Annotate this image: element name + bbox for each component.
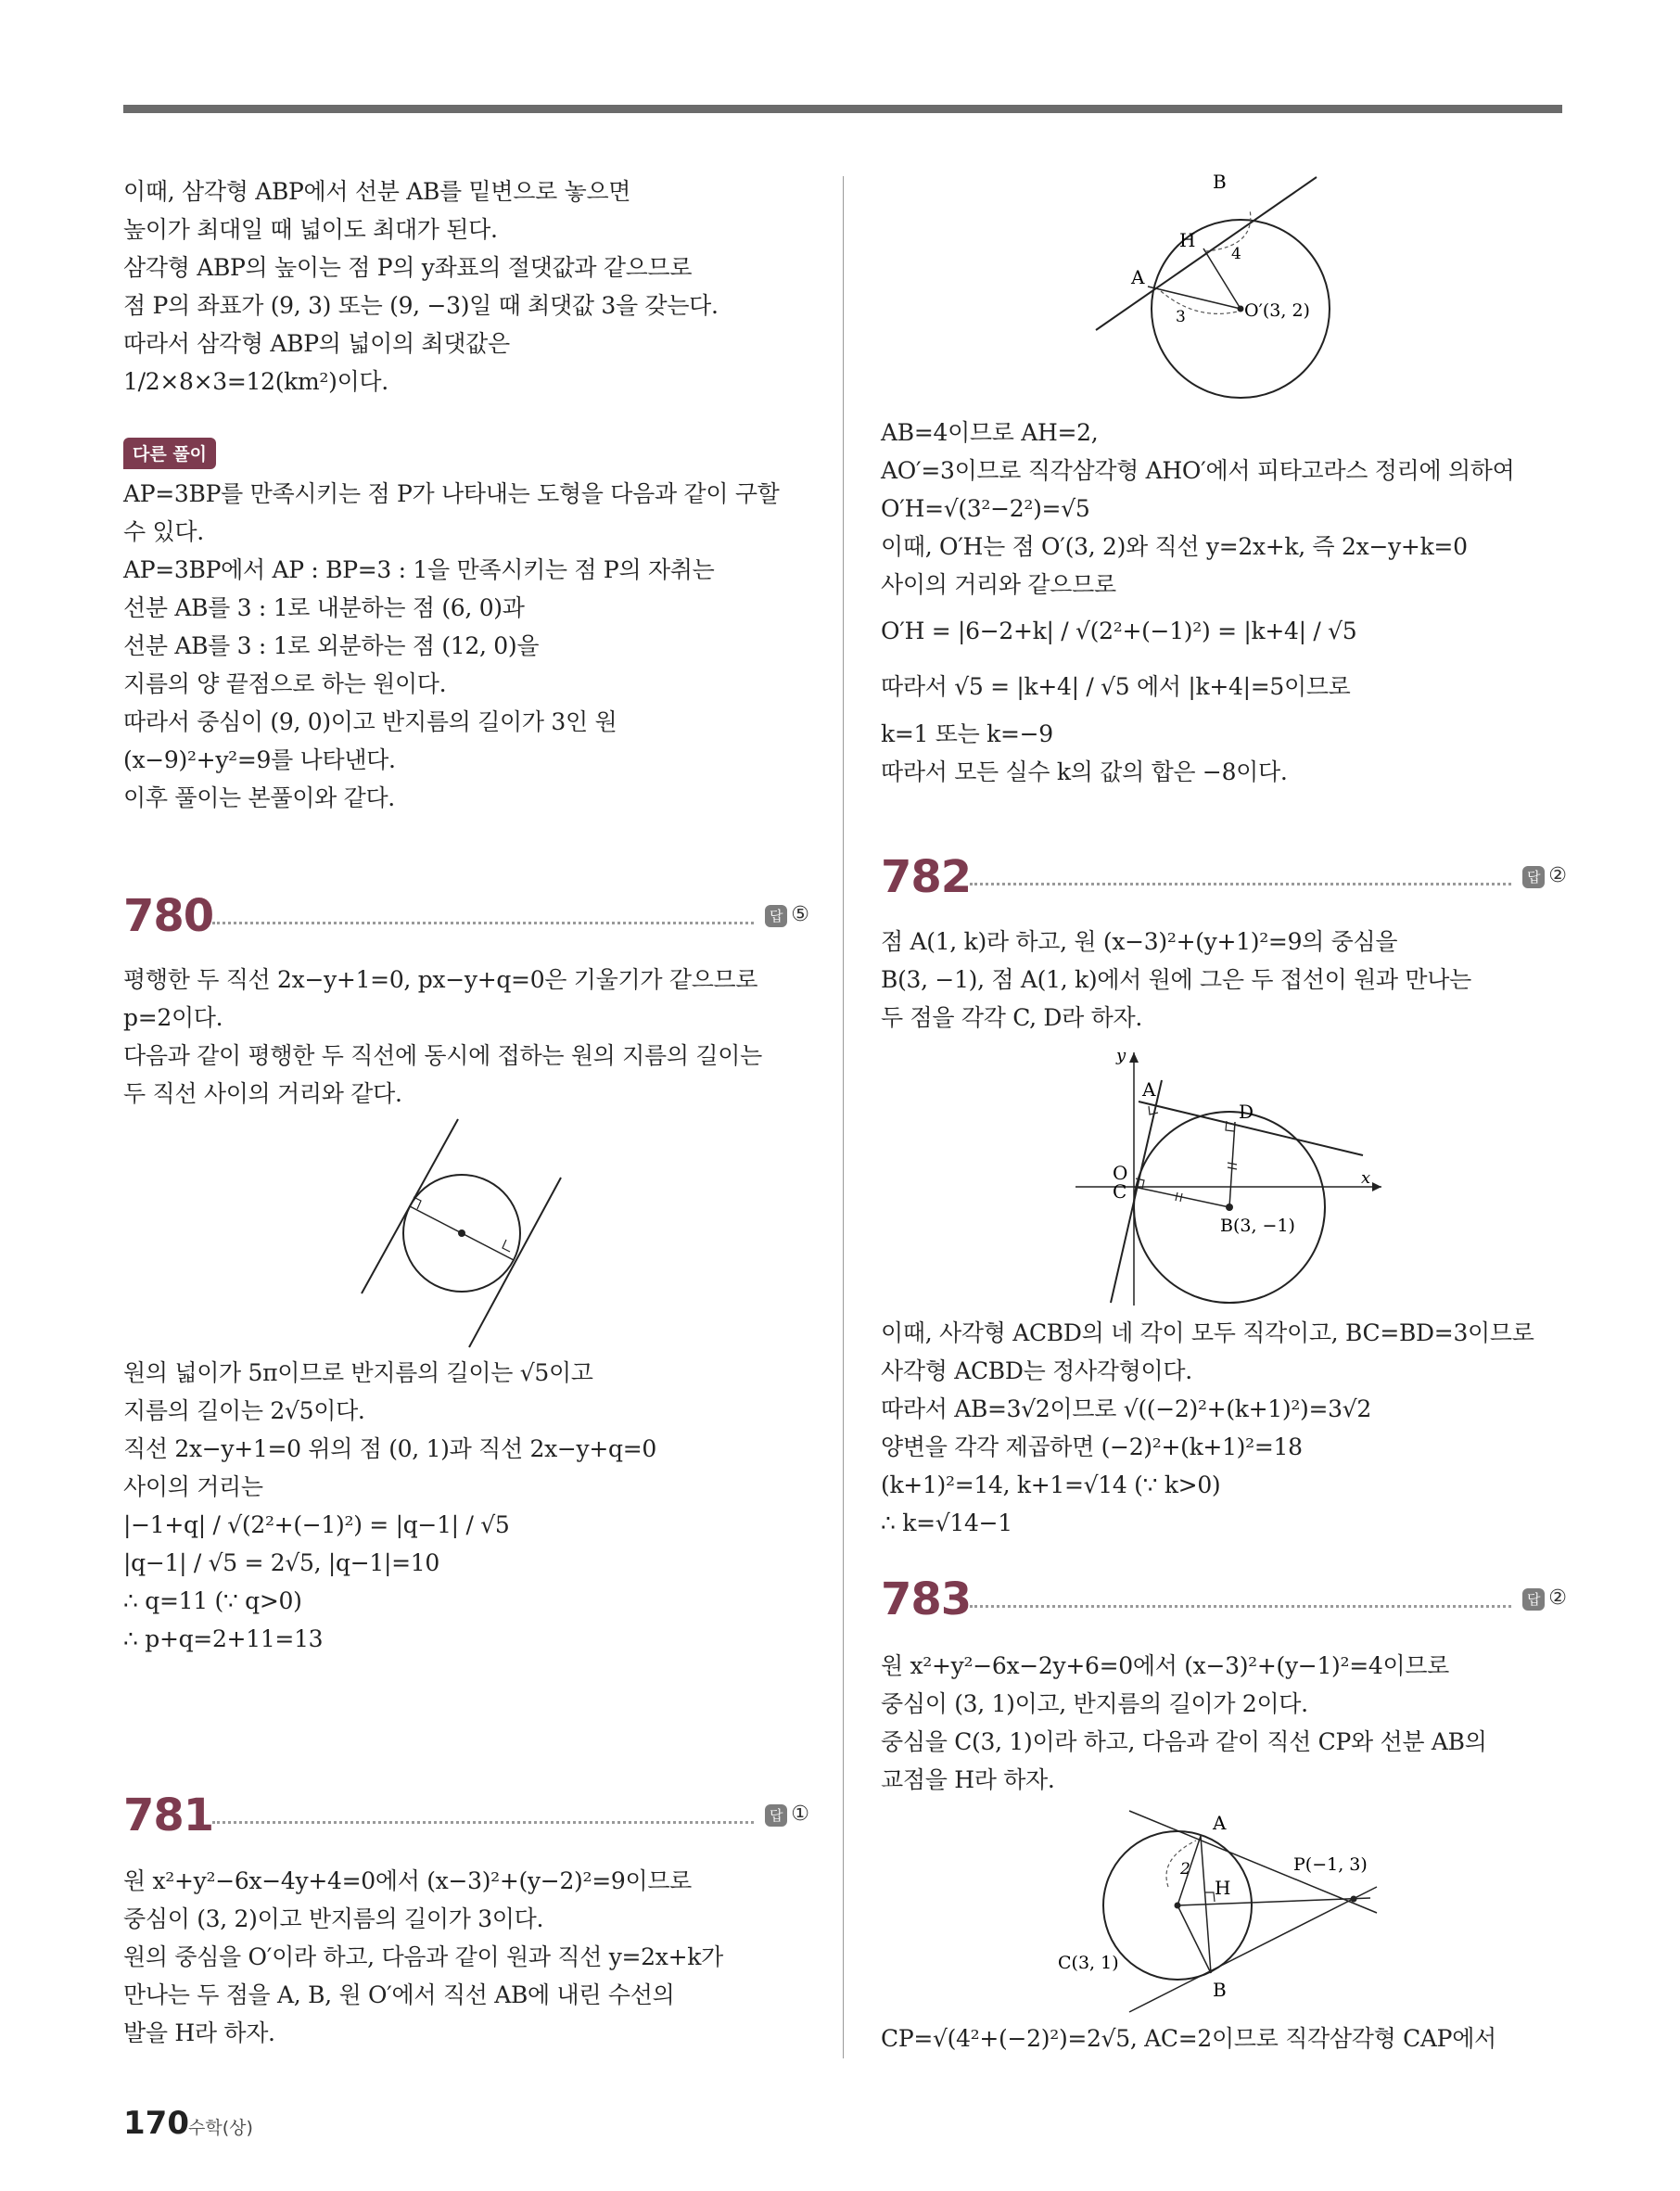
text-line: 사이의 거리와 같으므로 (881, 571, 1116, 598)
text-line: 양변을 각각 제곱하면 (−2)²+(k+1)²=18 (881, 1433, 1303, 1460)
problem-780-solution (123, 1354, 809, 1658)
text-line: k=1 또는 k=−9 (881, 720, 1053, 747)
problem-number: 782 (881, 851, 972, 903)
text-line: 1/2×8×3=12(km²)이다. (123, 368, 388, 395)
tangent-line-2 (469, 1178, 561, 1347)
problem-number: 780 (123, 890, 214, 942)
alt-solution-badge: 다른 풀이 (123, 438, 216, 469)
text-line: 사이의 거리는 (123, 1473, 263, 1500)
text-line: ∴ q=11 (∵ q>0) (123, 1587, 302, 1614)
dotted-rule (970, 883, 1511, 885)
dotted-rule (970, 1605, 1511, 1608)
text-line: AB=4이므로 AH=2, (881, 419, 1099, 446)
text-line: ∴ p+q=2+11=13 (123, 1625, 324, 1652)
answer-mark (1522, 1586, 1567, 1611)
problem-780-text (123, 961, 809, 1113)
text-line: 이후 풀이는 본풀이와 같다. (123, 784, 395, 811)
figure-783 (1057, 1803, 1391, 2017)
text-line: 발을 H라 하자. (123, 2019, 275, 2046)
text-line: 따라서 √5 = |k+4| / √5 에서 |k+4|=5이므로 (881, 673, 1351, 700)
label-A: A (1131, 266, 1145, 288)
text-line: 두 점을 각각 C, D라 하자. (881, 1004, 1143, 1031)
x-axis-arrow (1372, 1182, 1381, 1191)
alt-solution-text (123, 475, 809, 817)
radius-CB (1177, 1905, 1211, 1973)
answer-badge: 답 (765, 1804, 787, 1827)
text-line: 직선 2x−y+1=0 위의 점 (0, 1)과 직선 2x−y+q=0 (123, 1435, 656, 1462)
text-line: 중심이 (3, 2)이고 반지름의 길이가 3이다. (123, 1905, 544, 1932)
label-B: B (1213, 172, 1227, 193)
column-divider (843, 176, 844, 2058)
text-line: 선분 AB를 3 : 1로 외분하는 점 (12, 0)을 (123, 632, 540, 659)
label-4: 4 (1231, 245, 1241, 263)
text-line: 이때, O′H는 점 O′(3, 2)와 직선 y=2x+k, 즉 2x−y+k=0 (881, 533, 1468, 560)
left-column (123, 172, 809, 401)
answer-badge: 답 (765, 905, 787, 927)
top-rule (123, 105, 1562, 113)
text-line: 중심을 C(3, 1)이라 하고, 다음과 같이 직선 CP와 선분 AB의 (881, 1728, 1487, 1755)
tangent-PB (1129, 1887, 1377, 2012)
label-H: H (1179, 229, 1196, 251)
answer-value: ② (1548, 1586, 1567, 1610)
text-line: AP=3BP에서 AP : BP=3 : 1을 만족시키는 점 P의 자취는 (123, 556, 715, 583)
answer-mark (765, 903, 809, 927)
answer-value: ⑤ (791, 903, 809, 926)
label-A: A (1142, 1078, 1156, 1101)
text-line: 이때, 삼각형 ABP에서 선분 AB를 밑변으로 놓으면 (123, 178, 631, 205)
text-line: 사각형 ACBD는 정사각형이다. (881, 1357, 1192, 1384)
text-line: |−1+q| / √(2²+(−1)²) = |q−1| / √5 (123, 1511, 510, 1538)
answer-badge: 답 (1522, 1588, 1545, 1611)
center-point (458, 1229, 465, 1237)
dotted-rule (212, 1821, 754, 1824)
text-line: AO′=3이므로 직각삼각형 AHO′에서 피타고라스 정리에 의하여 (881, 457, 1515, 484)
text-line: CP=√(4²+(−2)²)=2√5, AC=2이므로 직각삼각형 CAP에서 (881, 2025, 1496, 2052)
answer-badge: 답 (1522, 866, 1545, 888)
problem-783-header (881, 1573, 1567, 1629)
problem-782-solution (881, 1314, 1567, 1542)
label-2: 2 (1180, 1860, 1190, 1879)
intro-text (123, 172, 809, 401)
text-line: 높이가 최대일 때 넓이도 최대가 된다. (123, 216, 498, 243)
text-line: 따라서 모든 실수 k의 값의 합은 −8이다. (881, 758, 1288, 785)
text-line: ∴ k=√14−1 (881, 1509, 1012, 1536)
text-line: 원 x²+y²−6x−2y+6=0에서 (x−3)²+(y−1)²=4이므로 (881, 1652, 1450, 1679)
problem-780-header (123, 890, 809, 946)
text-line: O′H = |6−2+k| / √(2²+(−1)²) = |k+4| / √5 (881, 618, 1357, 644)
center-point-B (1226, 1204, 1233, 1211)
text-line: (x−9)²+y²=9를 나타낸다. (123, 746, 396, 773)
label-D: D (1239, 1101, 1254, 1123)
page-number: 170 (123, 2105, 189, 2142)
text-line: 삼각형 ABP의 높이는 점 P의 y좌표의 절댓값과 같으므로 (123, 254, 693, 281)
label-C: C (1113, 1180, 1127, 1203)
problem-number: 783 (881, 1573, 972, 1625)
text-line: p=2이다. (123, 1004, 223, 1031)
problem-783-last-line (881, 2019, 1567, 2057)
answer-value: ① (791, 1802, 809, 1826)
problem-783-text (881, 1647, 1567, 1799)
label-O: O (1113, 1162, 1128, 1184)
label-3: 3 (1176, 308, 1186, 326)
text-line: 원 x²+y²−6x−4y+4=0에서 (x−3)²+(y−2)²=9이므로 (123, 1867, 693, 1894)
text-line: 따라서 AB=3√2이므로 √((−2)²+(k+1)²)=3√2 (881, 1395, 1371, 1422)
text-line: 점 A(1, k)라 하고, 원 (x−3)²+(y+1)²=9의 중심을 (881, 928, 1398, 955)
text-line: 이때, 사각형 ACBD의 네 각이 모두 직각이고, BC=BD=3이므로 (881, 1319, 1534, 1346)
point-P (1351, 1896, 1357, 1903)
figure-782 (1066, 1048, 1391, 1307)
text-line: 만나는 두 점을 A, B, 원 O′에서 직선 AB에 내린 수선의 (123, 1981, 675, 2008)
book-label: 수학(상) (188, 2118, 253, 2138)
text-line: 중심이 (3, 1)이고, 반지름의 길이가 2이다. (881, 1690, 1308, 1717)
figure-780 (352, 1117, 575, 1349)
text-line: 따라서 삼각형 ABP의 넓이의 최댓값은 (123, 330, 510, 357)
problem-782-header (881, 851, 1567, 907)
text-line: 다음과 같이 평행한 두 직선에 동시에 접하는 원의 지름의 길이는 (123, 1042, 762, 1069)
text-line: 교점을 H라 하자. (881, 1766, 1055, 1793)
text-line: 선분 AB를 3 : 1로 내분하는 점 (6, 0)과 (123, 594, 525, 621)
dashed-arc (1205, 210, 1251, 251)
answer-mark (1522, 864, 1567, 888)
problem-781-text (123, 1862, 809, 2052)
right-angle-mark (1149, 1106, 1158, 1115)
text-line: B(3, −1), 점 A(1, k)에서 원에 그은 두 접선이 원과 만나는 (881, 966, 1471, 993)
text-line: 평행한 두 직선 2x−y+1=0, px−y+q=0은 기울기가 같으므로 (123, 966, 758, 993)
text-line: 지름의 양 끝점으로 하는 원이다. (123, 670, 447, 697)
dashed-arc (1161, 291, 1238, 313)
right-angle-mark (1205, 1892, 1215, 1902)
label-C: C(3, 1) (1058, 1953, 1119, 1973)
problem-782-text (881, 923, 1567, 1037)
problem-number: 781 (123, 1790, 214, 1841)
text-line: O′H=√(3²−2²)=√5 (881, 495, 1090, 522)
text-line: 두 직선 사이의 거리와 같다. (123, 1080, 402, 1107)
label-y: y (1116, 1048, 1126, 1065)
center-point (1238, 306, 1244, 312)
text-line: 따라서 중심이 (9, 0)이고 반지름의 길이가 3인 원 (123, 708, 617, 735)
text-line: AP=3BP를 만족시키는 점 P가 나타내는 도형을 다음과 같이 구할 (123, 480, 780, 507)
text-line: 수 있다. (123, 518, 204, 545)
dotted-rule (212, 922, 754, 924)
label-H: H (1215, 1877, 1231, 1899)
text-line: 원의 중심을 O′이라 하고, 다음과 같이 원과 직선 y=2x+k가 (123, 1943, 723, 1970)
center-point-C (1175, 1903, 1181, 1909)
label-x: x (1361, 1168, 1371, 1188)
label-center: O′(3, 2) (1244, 300, 1310, 321)
text-line: |q−1| / √5 = 2√5, |q−1|=10 (123, 1549, 439, 1576)
label-A: A (1213, 1812, 1227, 1834)
radius-AO (1148, 287, 1241, 309)
label-B: B(3, −1) (1220, 1216, 1295, 1236)
text-line: 점 P의 좌표가 (9, 3) 또는 (9, −3)일 때 최댓값 3을 갖는다. (123, 292, 719, 319)
label-B: B (1213, 1979, 1227, 2001)
right-angle-mark (503, 1240, 510, 1252)
text-line: (k+1)²=14, k+1=√14 (∵ k>0) (881, 1471, 1221, 1498)
figure-781 (1094, 172, 1335, 404)
answer-value: ② (1548, 864, 1567, 887)
y-axis-arrow (1129, 1052, 1139, 1063)
answer-mark (765, 1802, 809, 1827)
problem-781-header (123, 1790, 809, 1845)
text-line: 원의 넓이가 5π이므로 반지름의 길이는 √5이고 (123, 1359, 593, 1386)
solution-781 (881, 414, 1567, 791)
text-line: 지름의 길이는 2√5이다. (123, 1397, 365, 1424)
label-P: P(−1, 3) (1293, 1854, 1368, 1875)
